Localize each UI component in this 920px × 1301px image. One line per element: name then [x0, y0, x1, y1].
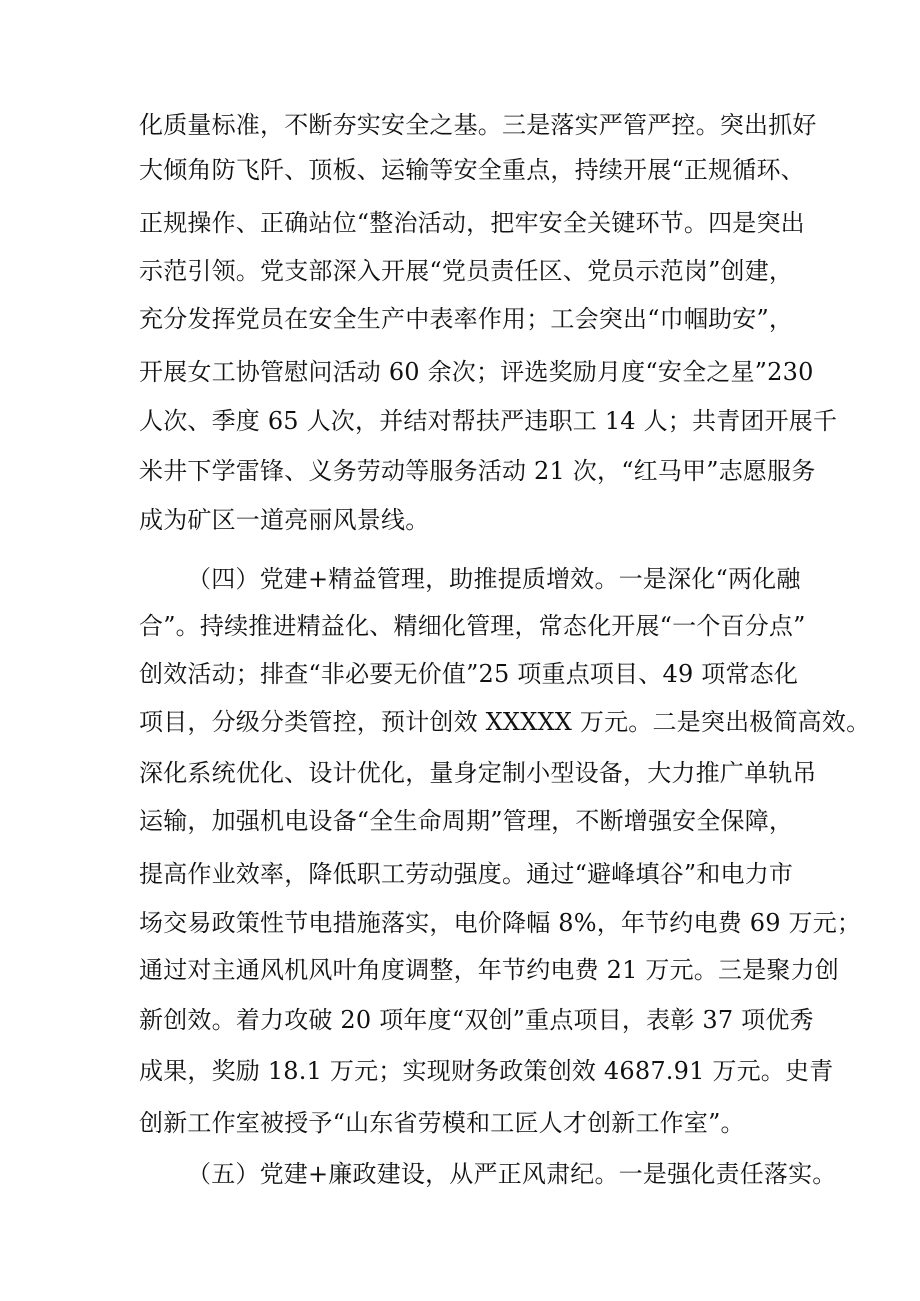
text-line-13: 项目，分级分类管控，预计创效 XXXXX 万元。二是突出极简高效。 — [139, 708, 871, 736]
text-line-20: 成果，奖励 18.1 万元；实现财务政策创效 4687.91 万元。史青 — [139, 1057, 834, 1085]
text-line-8: 米井下学雷锋、义务劳动等服务活动 21 次，“红马甲”志愿服务 — [139, 457, 816, 485]
text-line-19: 新创效。着力攻破 20 项年度“双创”重点项目，表彰 37 项优秀 — [139, 1006, 814, 1034]
text-line-22: （五）党建+廉政建设，从严正风肃纪。一是强化责任落实。 — [187, 1160, 837, 1188]
text-line-2: 大倾角防飞阡、顶板、运输等安全重点，持续开展“正规循环、 — [139, 156, 805, 184]
text-line-7: 人次、季度 65 人次，并结对帮扶严违职工 14 人；共青团开展千 — [139, 407, 838, 435]
text-line-5: 充分发挥党员在安全生产中表率作用；工会突出“巾帼助安”， — [139, 305, 794, 333]
text-line-12: 创效活动；排查“非必要无价值”25 项重点项目、49 项常态化 — [139, 660, 799, 688]
text-line-3: 正规操作、正确站位“整治活动，把牢安全关键环节。四是突出 — [139, 209, 805, 237]
text-line-14: 深化系统优化、设计优化，量身定制小型设备，大力推广单轨吊 — [139, 759, 817, 787]
text-line-15: 运输，加强机电设备“全生命周期”管理，不断增强安全保障， — [139, 807, 794, 835]
text-line-4: 示范引领。党支部深入开展“党员责任区、党员示范岗”创建， — [139, 257, 794, 285]
text-line-11: 合”。持续推进精益化、精细化管理，常态化开展“一个百分点” — [139, 612, 806, 640]
text-line-16: 提高作业效率，降低职工劳动强度。通过“避峰填谷”和电力市 — [139, 860, 794, 888]
text-line-1: 化质量标准，不断夯实安全之基。三是落实严管严控。突出抓好 — [139, 111, 817, 139]
text-line-9: 成为矿区一道亮丽风景线。 — [139, 506, 430, 534]
text-line-6: 开展女工协管慰问活动 60 余次；评选奖励月度“安全之星”230 — [139, 358, 814, 386]
text-line-10: （四）党建+精益管理，助推提质增效。一是深化“两化融 — [187, 565, 801, 593]
text-line-18: 通过对主通风机风叶角度调整，年节约电费 21 万元。三是聚力创 — [139, 956, 839, 984]
text-line-21: 创新工作室被授予“山东省劳模和工匠人才创新工作室”。 — [139, 1109, 745, 1137]
text-line-17: 场交易政策性节电措施落实，电价降幅 8%，年节约电费 69 万元； — [139, 909, 862, 937]
